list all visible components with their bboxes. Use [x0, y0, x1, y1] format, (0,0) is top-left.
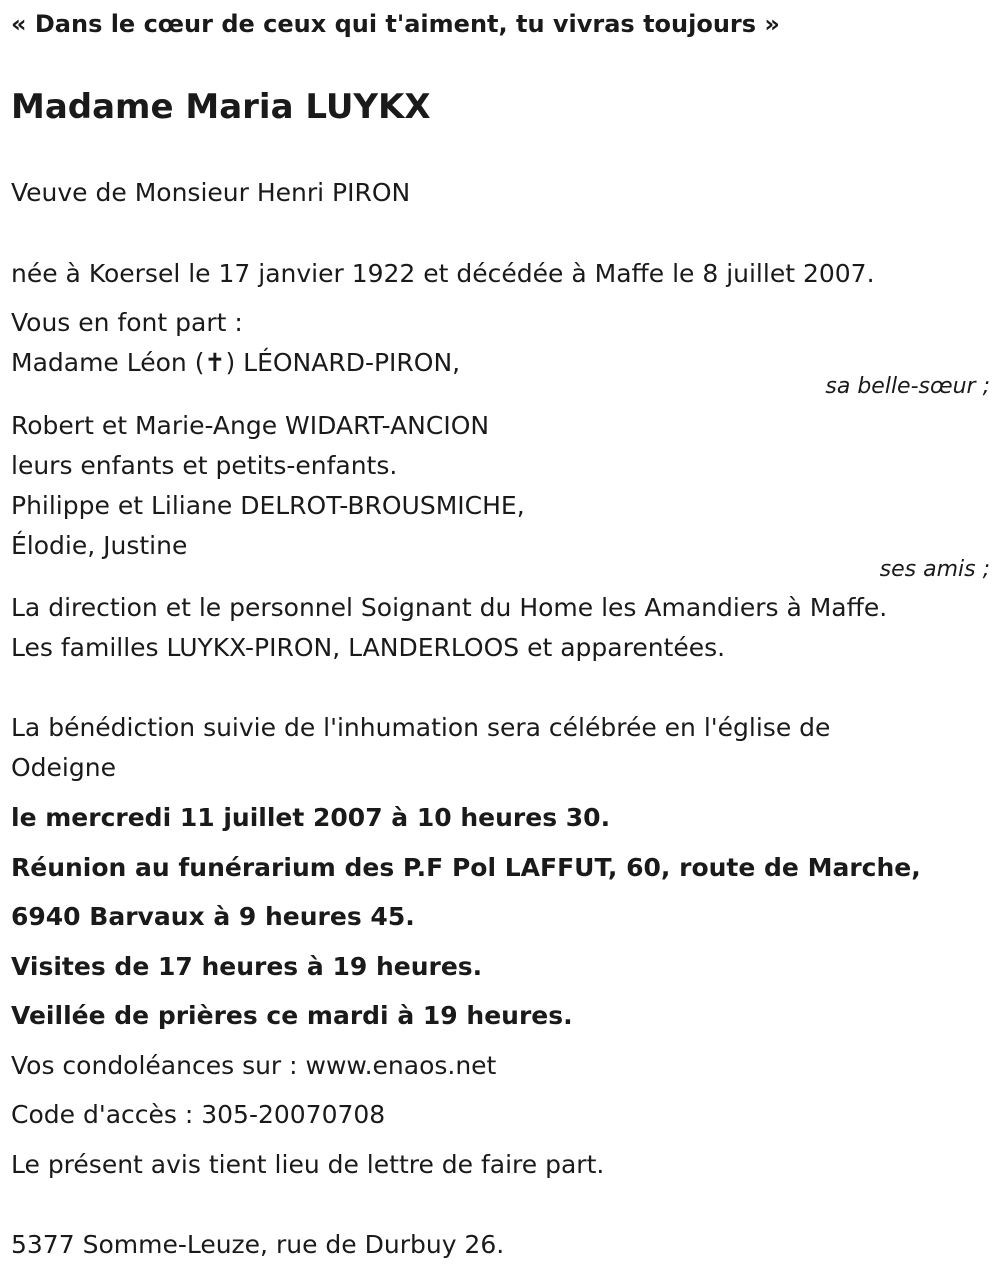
mourner-1-prefix: Madame Léon (	[11, 348, 205, 377]
mourner-line-5: Élodie, Justine	[11, 531, 188, 560]
ceremony-date-time: le mercredi 11 juillet 2007 à 10 heures 30.	[11, 803, 611, 832]
ceremony-line-1: La bénédiction suivie de l'inhumation sera célébrée en l'église de	[11, 713, 831, 742]
access-code-line: Code d'accès : 305-20070708	[11, 1100, 386, 1129]
memorial-quote: « Dans le cœur de ceux qui t'aiment, tu vivras toujours »	[11, 10, 780, 38]
mourner-line-2: Robert et Marie-Ange WIDART-ANCION	[11, 411, 490, 440]
relation-belle-soeur: sa belle-sœur ;	[825, 374, 990, 399]
deceased-name: Madame Maria LUYKX	[11, 87, 431, 127]
mourner-line-4: Philippe et Liliane DELROT-BROUSMICHE,	[11, 491, 525, 520]
meeting-line-1: Réunion au funérarium des P.F Pol LAFFUT, 60, route de Marche,	[11, 853, 921, 882]
cross-icon: ✝	[204, 348, 226, 377]
mourner-line-3: leurs enfants et petits-enfants.	[11, 451, 398, 480]
condolences-line: Vos condoléances sur : www.enaos.net	[11, 1051, 497, 1080]
visits-line: Visites de 17 heures à 19 heures.	[11, 952, 483, 981]
meeting-line-2: 6940 Barvaux à 9 heures 45.	[11, 902, 415, 931]
relation-amis: ses amis ;	[879, 557, 990, 582]
vigil-line: Veillée de prières ce mardi à 19 heures.	[11, 1001, 573, 1030]
ceremony-line-2: Odeigne	[11, 753, 116, 782]
mourner-line-6: La direction et le personnel Soignant du Home les Amandiers à Maffe.	[11, 593, 888, 622]
announce-line: Vous en font part :	[11, 308, 243, 337]
address-line: 5377 Somme-Leuze, rue de Durbuy 26.	[11, 1230, 505, 1259]
mourner-line-1	[11, 347, 460, 379]
birth-death-line: née à Koersel le 17 janvier 1922 et décédée à Maffe le 8 juillet 2007.	[11, 259, 875, 288]
notice-note-line: Le présent avis tient lieu de lettre de faire part.	[11, 1150, 605, 1179]
mourner-1-suffix: ) LÉONARD-PIRON,	[225, 348, 461, 377]
widow-of-line: Veuve de Monsieur Henri PIRON	[11, 178, 411, 207]
mourner-line-7: Les familles LUYKX-PIRON, LANDERLOOS et apparentées.	[11, 633, 726, 662]
